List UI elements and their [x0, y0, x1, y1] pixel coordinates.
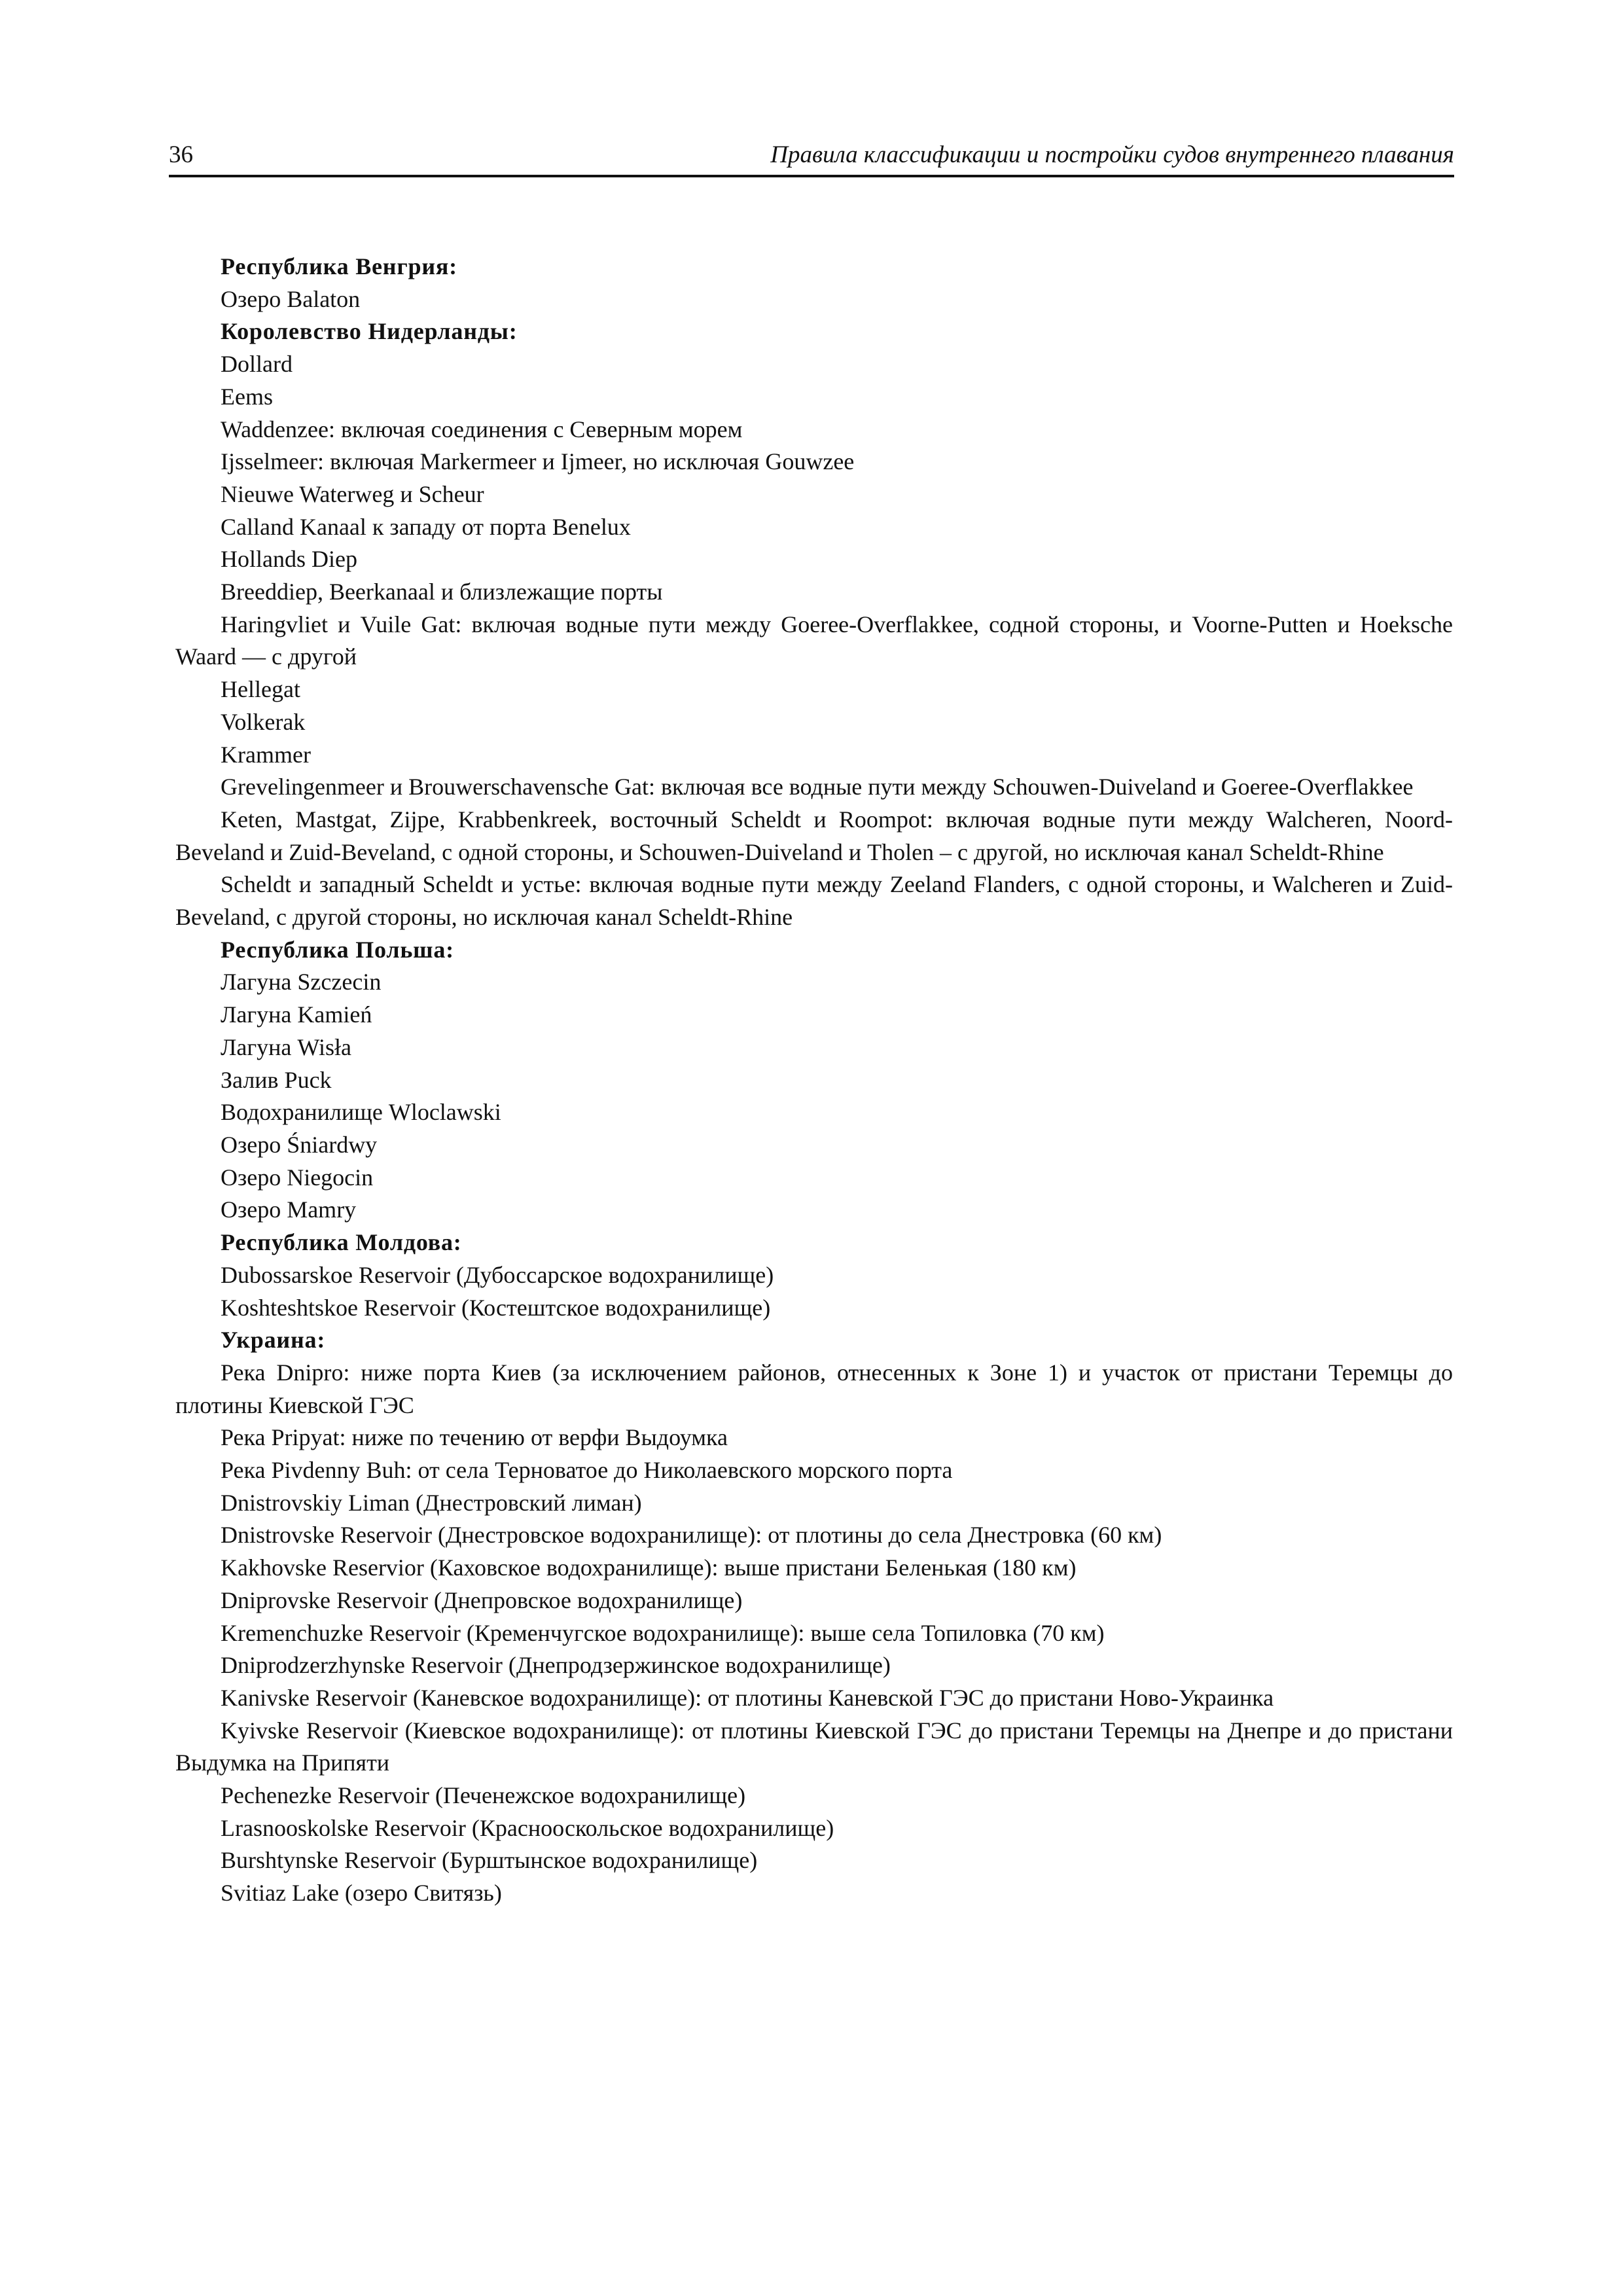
page-number: 36	[169, 141, 193, 168]
list-entry: Lrasnooskolske Reservoir (Краснооскольское водохранилище)	[221, 1814, 834, 1841]
list-entry: Озеро Mamry	[221, 1196, 357, 1223]
list-entry: Eems	[221, 383, 273, 410]
list-entry: Залив Puck	[221, 1066, 332, 1093]
header-rule	[169, 175, 1454, 177]
list-entry: Озеро Śniardwy	[221, 1131, 378, 1158]
section-heading: Украина:	[221, 1327, 326, 1354]
section-heading: Республика Польша:	[221, 936, 454, 963]
list-entry: Лагуна Szczecin	[221, 969, 382, 996]
list-entry: Haringvliet и Vuile Gat: включая водные пути между Goeree-Overflakkee, содной стороны, и Voorne-Putten и Hoeksche Waard — с другой	[175, 611, 1453, 670]
section-heading: Республика Молдова:	[221, 1229, 462, 1256]
list-entry: Kremenchuzke Reservoir (Кременчугское водохранилище): выше села Топиловка (70 км)	[221, 1619, 1105, 1646]
list-entry: Dollard	[221, 351, 293, 378]
list-entry: Nieuwe Waterweg и Scheur	[221, 480, 484, 507]
list-entry: Озеро Niegocin	[221, 1164, 374, 1191]
list-entry: Dnistrovskiy Liman (Днестровский лиман)	[221, 1489, 642, 1516]
running-title: Правила классификации и постройки судов внутреннего плавания	[770, 141, 1454, 168]
list-entry: Река Pripyat: ниже по течению от верфи Выдоумка	[221, 1424, 728, 1451]
list-entry: Svitiaz Lake (озеро Свитязь)	[221, 1880, 502, 1907]
list-entry: Breeddiep, Beerkanaal и близлежащие порты	[221, 579, 663, 605]
document-body	[175, 251, 1453, 1910]
list-entry: Река Pivdenny Buh: от села Терноватое до Николаевского морского порта	[221, 1457, 953, 1484]
list-entry: Лагуна Wisła	[221, 1033, 351, 1060]
list-entry: Dnistrovske Reservoir (Днестровское водохранилище): от плотины до села Днестровка (60 км)	[221, 1522, 1162, 1549]
list-entry: Scheldt и западный Scheldt и устье: включая водные пути между Zeeland Flanders, с одной стороны, и Walcheren и Zuid-Beveland, с другой стороны, но исключая канал Scheldt-Rhine	[175, 871, 1453, 931]
list-entry: Лагуна Kamień	[221, 1001, 372, 1028]
list-entry: Pechenezke Reservoir (Печенежское водохранилище)	[221, 1782, 746, 1809]
section-heading: Республика Венгрия:	[221, 253, 457, 279]
list-entry: Озеро Balaton	[221, 285, 361, 312]
list-entry: Volkerak	[221, 708, 306, 735]
list-entry: Dubossarskoe Reservoir (Дубоссарское водохранилище)	[221, 1261, 774, 1288]
list-entry: Grevelingenmeer и Brouwerschavensche Gat: включая все водные пути между Schouwen-Duiveland и Goeree-Overflakkee	[221, 774, 1414, 800]
list-entry: Река Dnipro: ниже порта Киев (за исключением районов, отнесенных к Зоне 1) и участок от пристани Теремцы до плотины Киевской ГЭС	[175, 1359, 1453, 1418]
list-entry: Keten, Mastgat, Zijpe, Krabbenkreek, восточный Scheldt и Roompot: включая водные пути между Walcheren, Noord-Beveland и Zuid-Beveland, с одной стороны, и Schouwen-Duiveland и Tholen – с другой, но исключая канал Scheldt-Rhine	[175, 806, 1453, 865]
list-entry: Koshteshtskoe Reservoir (Костештское водохранилище)	[221, 1294, 771, 1321]
list-entry: Kyivske Reservoir (Киевское водохранилище): от плотины Киевской ГЭС до пристани Теремцы на Днепре и до пристани Выдумка на Припяти	[175, 1717, 1453, 1776]
list-entry: Burshtynske Reservoir (Бурштынское водохранилище)	[221, 1847, 758, 1874]
list-entry: Krammer	[221, 741, 311, 768]
list-entry: Kakhovske Reservior (Каховское водохранилище): выше пристани Беленькая (180 км)	[221, 1554, 1077, 1581]
section-heading: Королевство Нидерланды:	[221, 318, 518, 345]
list-entry: Calland Kanaal к западу от порта Benelux	[221, 513, 631, 540]
list-entry: Hellegat	[221, 676, 300, 703]
list-entry: Dniprovske Reservoir (Днепровское водохранилище)	[221, 1587, 743, 1613]
list-entry: Dniprodzerzhynske Reservoir (Днепродзержинское водохранилище)	[221, 1652, 891, 1679]
list-entry: Hollands Diep	[221, 546, 357, 573]
list-entry: Водохранилище Wloclawski	[221, 1099, 501, 1126]
list-entry: Kanivske Reservoir (Каневское водохранилище): от плотины Каневской ГЭС до пристани Ново-Украинка	[221, 1684, 1274, 1711]
list-entry: Waddenzee: включая соединения с Северным морем	[221, 416, 743, 442]
list-entry: Ijsselmeer: включая Markermeer и Ijmeer, но исключая Gouwzee	[221, 448, 855, 475]
